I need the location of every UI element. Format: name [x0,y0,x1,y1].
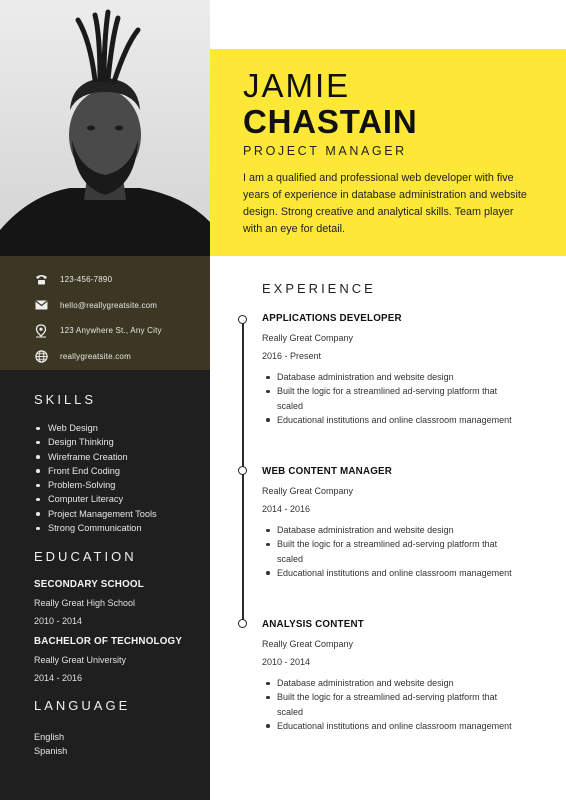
mail-icon [34,298,48,312]
globe-icon [34,349,48,363]
experience-years: 2014 - 2016 [262,504,311,514]
contact-phone-text: 123-456-7890 [60,275,113,285]
language-list [34,730,204,758]
language-item: Spanish [34,746,68,756]
language-section [34,698,204,758]
education-school: Really Great High School [34,598,136,608]
education-school: Really Great University [34,655,127,665]
experience-bullets [262,370,542,427]
experience-bullet: Database administration and website design [262,370,517,384]
header-panel [210,49,566,256]
experience-company: Really Great Company [262,333,354,343]
skill-item: Project Management Tools [34,507,204,521]
contact-phone[interactable] [0,267,210,293]
education-entry [34,636,204,683]
language-heading: LANGUAGE [34,698,131,713]
phone-icon [34,273,48,287]
timeline-node [238,466,247,475]
first-name: JAMIE [243,67,351,104]
skill-item: Design Thinking [34,435,204,449]
experience-entry [262,619,542,733]
experience-bullet: Built the logic for a streamlined ad-serving platform that scaled [262,690,517,719]
skill-item: Wireframe Creation [34,450,204,464]
contact-website[interactable] [0,344,210,370]
experience-title: ANALYSIS CONTENT [262,619,364,630]
experience-company: Really Great Company [262,486,354,496]
experience-bullet: Built the logic for a streamlined ad-serving platform that scaled [262,384,517,413]
experience-entry [262,466,542,580]
contact-email-text: hello@reallygreatsite.com [60,300,158,310]
education-degree: BACHELOR OF TECHNOLOGY [34,636,183,647]
education-degree: SECONDARY SCHOOL [34,579,144,590]
contact-panel [0,256,210,370]
experience-years: 2010 - 2014 [262,657,311,667]
experience-years: 2016 - Present [262,351,322,361]
contact-website-text: reallygreatsite.com [60,351,131,361]
experience-bullet: Educational institutions and online classroom management [262,566,517,580]
education-section [34,549,204,683]
skill-item: Web Design [34,421,204,435]
education-entry [34,579,204,626]
contact-address [0,318,210,344]
experience-bullet: Built the logic for a streamlined ad-serving platform that scaled [262,537,517,566]
education-years: 2014 - 2016 [34,673,83,683]
skill-item: Computer Literacy [34,492,204,506]
top-white-band [210,0,566,49]
language-item: English [34,732,65,742]
experience-bullet: Database administration and website design [262,676,517,690]
profile-summary: I am a qualified and professional web developer with five years of experience in database administration and website design. Strong creative and analytical skills. Team player with an eye for detail. [243,172,527,235]
experience-bullet: Database administration and website design [262,523,517,537]
skills-section [34,392,204,535]
skill-item: Strong Communication [34,521,204,535]
experience-heading: EXPERIENCE [262,281,376,296]
education-heading: EDUCATION [34,549,137,564]
timeline-node [238,619,247,628]
education-years: 2010 - 2014 [34,616,83,626]
last-name: CHASTAIN [243,103,418,140]
contact-email[interactable] [0,293,210,319]
experience-bullets [262,523,542,580]
experience-bullets [262,676,542,733]
skill-item: Front End Coding [34,464,204,478]
experience-entry [262,313,542,427]
timeline-node [238,315,247,324]
job-title: PROJECT MANAGER [243,144,407,158]
location-pin-icon [34,324,48,338]
experience-bullet: Educational institutions and online classroom management [262,719,517,733]
skills-heading: SKILLS [34,392,97,407]
profile-photo [0,0,210,256]
skills-list [34,421,204,535]
experience-title: APPLICATIONS DEVELOPER [262,313,402,324]
experience-company: Really Great Company [262,639,354,649]
experience-title: WEB CONTENT MANAGER [262,466,393,477]
skill-item: Problem-Solving [34,478,204,492]
experience-bullet: Educational institutions and online classroom management [262,413,517,427]
contact-address-text: 123 Anywhere St., Any City [60,326,162,336]
